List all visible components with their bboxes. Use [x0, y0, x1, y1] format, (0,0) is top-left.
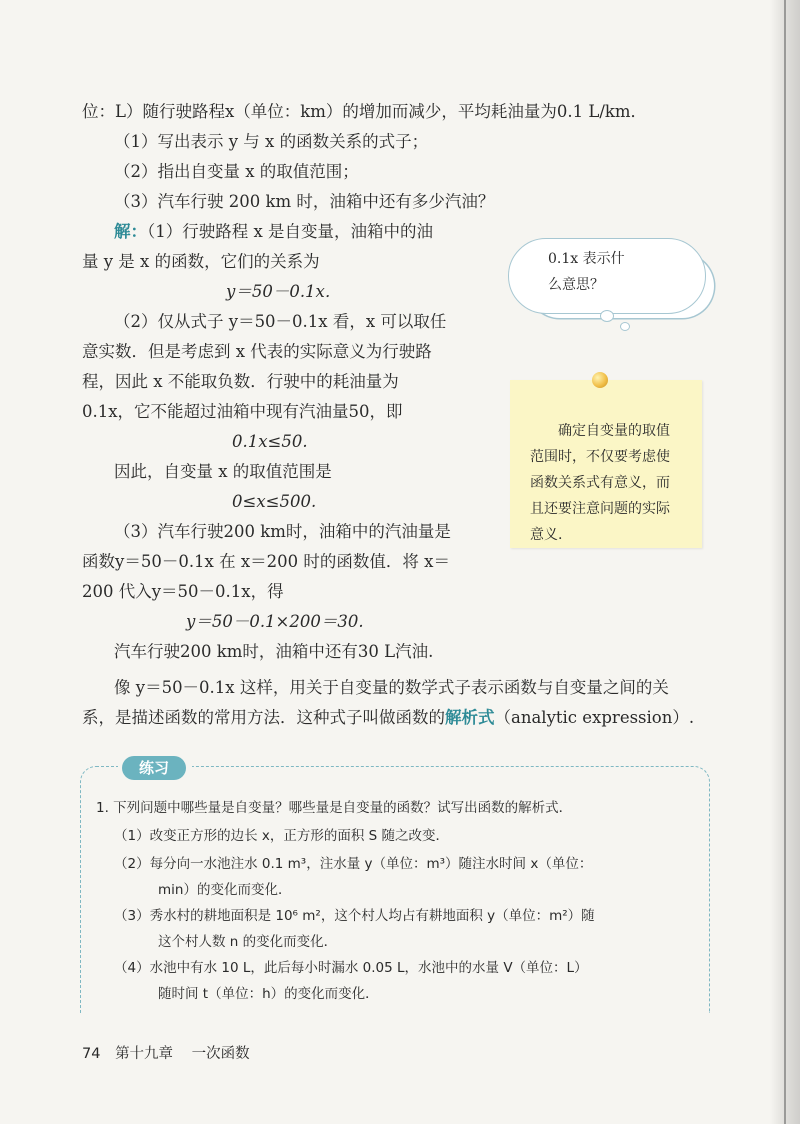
bubble-text [548, 246, 688, 298]
exercise-item-1: （1）改变正方形的边长 x，正方形的面积 S 随之改变． [114, 828, 450, 844]
note-line-4: 且还要注意问题的实际 [530, 501, 670, 517]
solution-line-11: （3）汽车行驶200 km时，油箱中的汽油量是 [114, 522, 451, 541]
equation-3: 0≤x≤500. [232, 492, 317, 511]
exercise-item-2b: min）的变化而变化． [158, 882, 292, 898]
solution-line-2: 量 y 是 x 的函数，它们的关系为 [82, 252, 320, 271]
exercise-item-3a: （3）秀水村的耕地面积是 10⁶ m²，这个村人均占有耕地面积 y（单位：m²）随 [114, 908, 595, 924]
equation-2: 0.1x≤50. [232, 432, 308, 451]
solution-line-5: 意实数．但是考虑到 x 代表的实际意义为行驶路 [82, 342, 432, 361]
solution-line-1 [114, 220, 433, 244]
note-line-1: 确定自变量的取值 [558, 423, 670, 439]
solution-line-4: （2）仅从式子 y＝50－0.1x 看，x 可以取任 [114, 312, 447, 331]
page-number: 74 [82, 1046, 101, 1062]
page-footer [82, 1042, 250, 1063]
solution-conclusion: 汽车行驶200 km时，油箱中还有30 L汽油. [114, 642, 434, 661]
exercise-title: 练习 [122, 756, 186, 780]
book-spine-shadow [770, 0, 800, 1124]
equation-4: y＝50－0.1×200＝30. [186, 612, 364, 631]
analytic-expression-term: 解析式 [445, 708, 495, 727]
problem-line-1: 位：L）随行驶路程x（单位：km）的增加而减少，平均耗油量为0.1 L/km． [82, 102, 648, 121]
equation-1: y＝50－0.1x． [226, 282, 342, 301]
chapter-title: 一次函数 [191, 1046, 250, 1062]
bubble-dot-1 [600, 310, 614, 322]
solution-text-1a: （1）行驶路程 x 是自变量，油箱中的油 [147, 222, 434, 241]
exercise-question: 1. 下列问题中哪些量是自变量？哪些量是自变量的函数？试写出函数的解析式． [96, 800, 573, 816]
solution-line-13: 200 代入y＝50－0.1x，得 [82, 582, 284, 601]
exercise-item-4a: （4）水池中有水 10 L，此后每小时漏水 0.05 L，水池中的水量 V（单位：L） [114, 960, 588, 976]
note-line-2: 范围时，不仅要考虑使 [530, 449, 670, 465]
definition-line-1: 像 y＝50－0.1x 这样，用关于自变量的数学式子表示函数与自变量之间的关 [114, 678, 669, 697]
pushpin-icon [592, 372, 608, 388]
chapter-label: 第十九章 [115, 1046, 174, 1062]
note-line-5: 意义. [530, 527, 563, 543]
solution-line-9: 因此，自变量 x 的取值范围是 [114, 462, 332, 481]
bubble-line-1: 0.1x 表示什 [548, 251, 625, 267]
solution-line-7: 0.1x，它不能超过油箱中现有汽油量50，即 [82, 402, 403, 421]
definition-line-2 [82, 706, 694, 730]
solution-label: 解： [114, 222, 147, 241]
exercise-item-3b: 这个村人数 n 的变化而变化． [158, 934, 338, 950]
solution-line-6: 程，因此 x 不能取负数．行驶中的耗油量为 [82, 372, 399, 391]
definition-text-2a: 系，是描述函数的常用方法．这种式子叫做函数的 [82, 708, 445, 727]
exercise-item-4b: 随时间 t（单位：h）的变化而变化． [158, 986, 379, 1002]
solution-line-12: 函数y＝50－0.1x 在 x＝200 时的函数值．将 x＝ [82, 552, 450, 571]
question-3: （3）汽车行驶 200 km 时，油箱中还有多少汽油？ [114, 192, 495, 211]
bubble-dot-2 [620, 322, 630, 331]
definition-text-2b: （analytic expression）. [494, 708, 695, 727]
note-text [530, 418, 698, 548]
question-1: （1）写出表示 y 与 x 的函数关系的式子； [114, 132, 429, 151]
bubble-line-2: 么意思？ [548, 277, 604, 293]
question-2: （2）指出自变量 x 的取值范围； [114, 162, 359, 181]
note-line-3: 函数关系式有意义，而 [530, 475, 670, 491]
exercise-item-2a: （2）每分向一水池注水 0.1 m³，注水量 y（单位：m³）随注水时间 x（单位： [114, 856, 593, 872]
